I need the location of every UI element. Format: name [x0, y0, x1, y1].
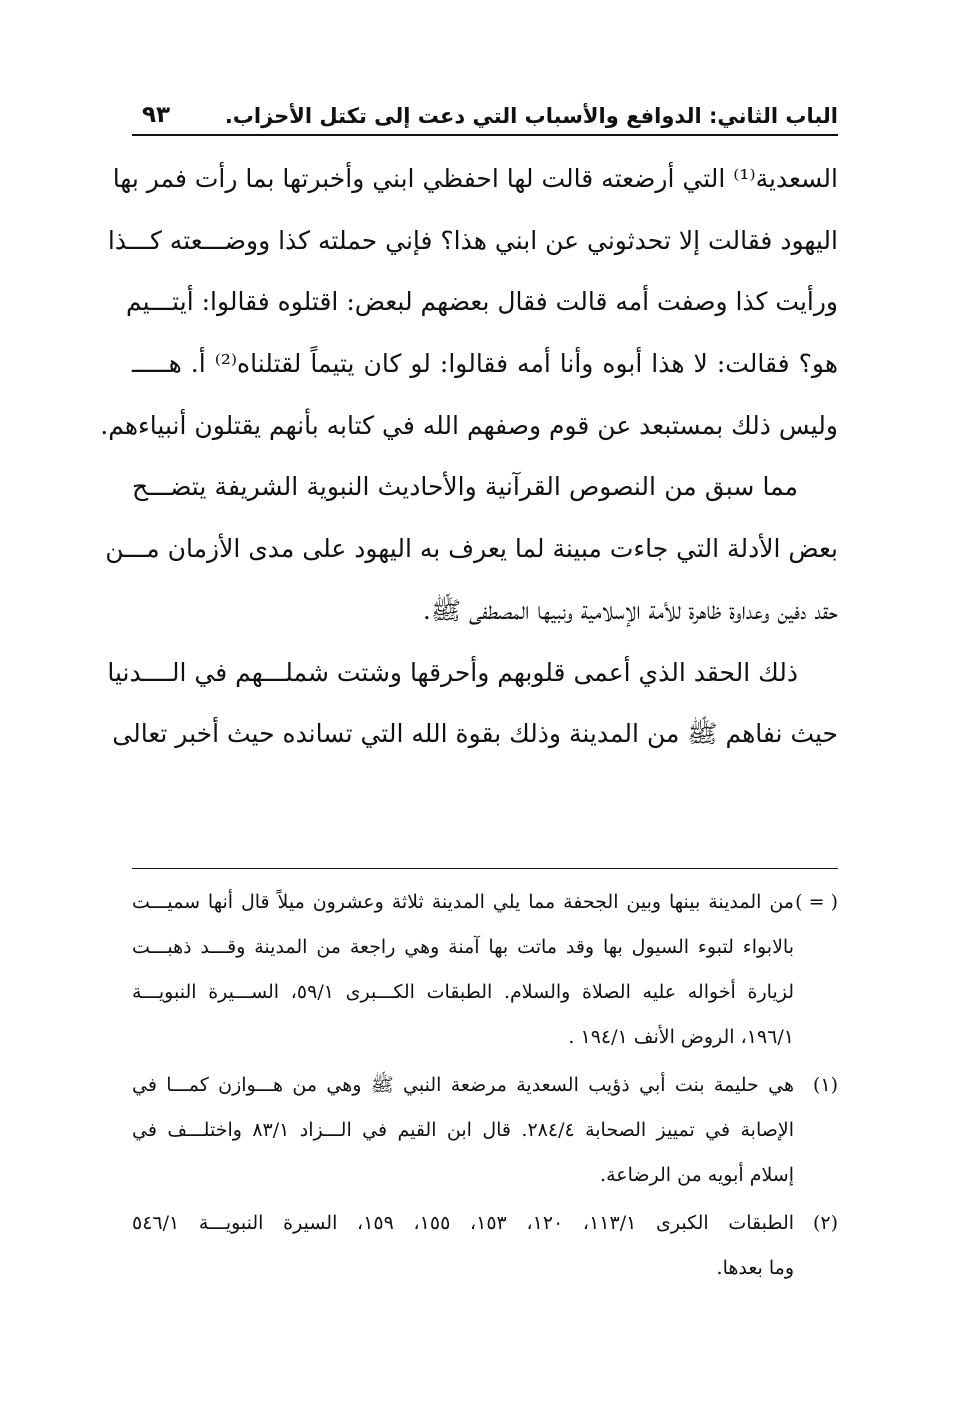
text-line: مما سبق من النصوص القرآنية والأحاديث النبوية الشريفة يتضـــح: [132, 472, 798, 502]
text-line: هو؟ فقالت: لا هذا أبوه وأنا أمه فقالوا: لو كان يتيماً لقتلناه⁽²⁾ أ. هـــــ: [132, 349, 838, 379]
footnote-line: ١٩٦/١، الروض الأنف ١٩٤/١ .: [568, 1026, 794, 1048]
footnote-marker: ( = ): [795, 891, 838, 913]
text-line: بعض الأدلة التي جاءت مبينة لما يعرف به اليهود على مدى الأزمان مـــن: [105, 534, 838, 564]
footnote-line: من المدينة بينها وبين الجحفة مما يلي المدينة ثلاثة وعشرون ميلاً قال أنها سميـــت: [132, 891, 794, 913]
footnote-line: لزيارة أخواله عليه الصلاة والسلام. الطبقات الكـــبرى ٥٩/١، الســـيرة النبويـــة: [132, 981, 794, 1003]
footnote-line: الطبقات الكبرى ١١٣/١، ١٢٠، ١٥٣، ١٥٥، ١٥٩، السيرة النبويـــة ٥٤٦/١: [132, 1212, 795, 1234]
footnote-line: وما بعدها.: [716, 1257, 794, 1279]
footnote-marker: (٢): [812, 1212, 838, 1234]
footnote-line: الإصابة في تمييز الصحابة ٢٨٤/٤. قال ابن القيم في الـــزاد ٨٣/١ واختلـــف في: [132, 1119, 795, 1141]
chapter-title: الباب الثاني: الدوافع والأسباب التي دعت إلى تكتل الأحزاب.: [224, 104, 838, 128]
footnote-marker: (١): [812, 1074, 838, 1096]
text-line: ورأيت كذا وصفت أمه قالت فقال بعضهم لبعض: اقتلوه فقالوا: أيتـــيم: [126, 287, 838, 317]
text-line: وليس ذلك بمستبعد عن قوم وصفهم الله في كتابه بأنهم يقتلون أنبياءهم.: [100, 410, 838, 440]
footnote-2: [132, 1201, 838, 1291]
page-number: ٩٣: [142, 102, 171, 128]
header-divider: [132, 134, 838, 136]
main-text: [100, 148, 838, 765]
footnotes: [132, 880, 838, 1291]
text-line: حقد دفين وعداوة ظاهرة للأمة الإسلامية ونبيها المصطفى ﷺ.: [422, 595, 838, 625]
page-header: [132, 100, 838, 134]
footnote-divider: [132, 868, 838, 869]
footnote-line: إسلام أبويه من الرضاعة.: [600, 1164, 794, 1186]
text-line: اليهود فقالت إلا تحدثوني عن ابني هذا؟ فإني حملته كذا ووضـــعته كـــذا: [107, 225, 838, 255]
footnote-continued: [132, 880, 838, 1060]
text-line: السعدية⁽¹⁾ التي أرضعته قالت لها احفظي ابني وأخبرتها بما رأت فمر بها: [112, 164, 838, 193]
footnote-line: بالابواء لتبوء السيول بها وقد ماتت بها آمنة وهي راجعة من المدينة وقـــد ذهبـــت: [132, 936, 794, 958]
text-line: حيث نفاهم ﷺ من المدينة وذلك بقوة الله التي تسانده حيث أخبر تعالى: [112, 719, 838, 749]
footnote-1: [132, 1063, 838, 1198]
footnote-line: هي حليمة بنت أبي ذؤيب السعدية مرضعة النبي ﷺ وهي من هـــوازن كمـــا في: [132, 1074, 794, 1096]
text-line: ذلك الحقد الذي أعمى قلوبهم وأحرقها وشتت شملـــهم في الــــدنيا: [107, 657, 798, 687]
